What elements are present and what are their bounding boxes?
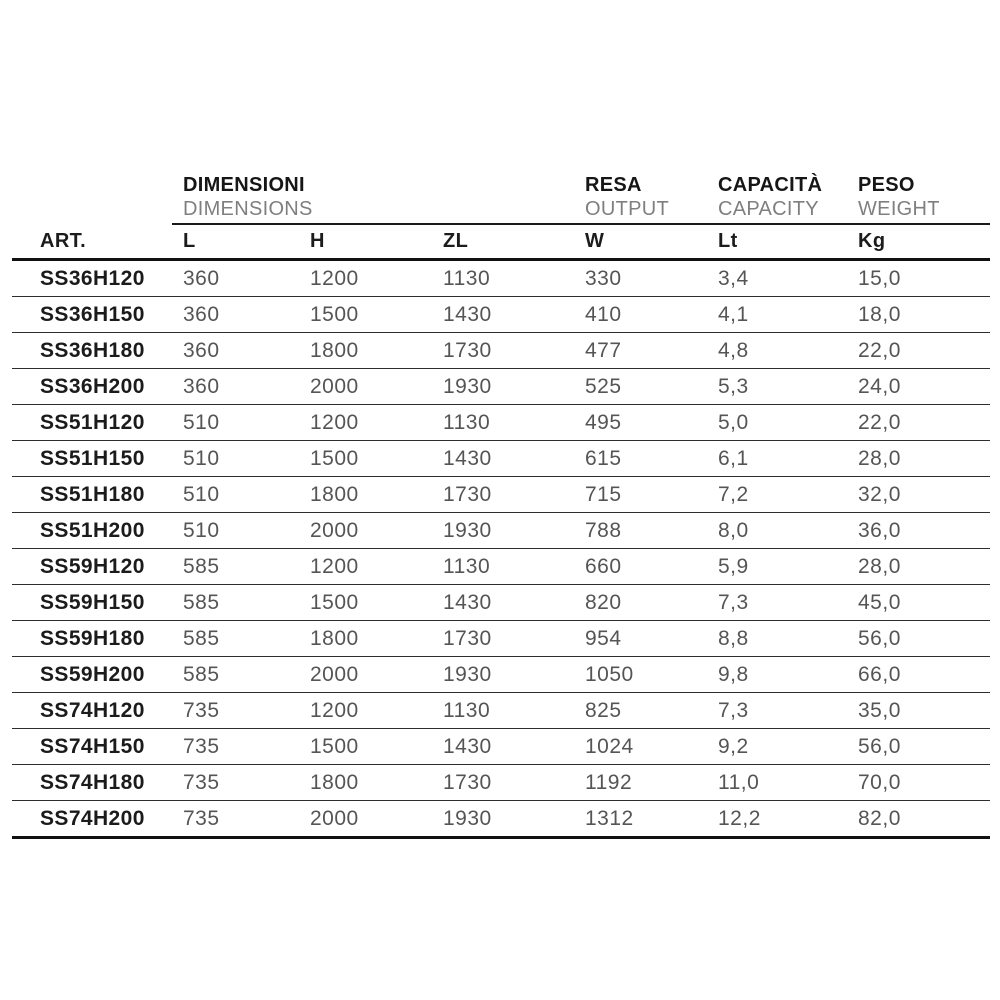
column-header-kg: Kg <box>858 230 886 252</box>
cell-zl: 1730 <box>443 626 492 650</box>
table-row <box>12 297 990 333</box>
cell-l: 360 <box>183 266 220 290</box>
cell-h: 1800 <box>310 338 359 362</box>
cell-h: 1200 <box>310 410 359 434</box>
cell-lt: 9,2 <box>718 734 749 758</box>
table-row <box>12 261 990 297</box>
cell-art: SS59H120 <box>40 554 145 578</box>
cell-zl: 1930 <box>443 518 492 542</box>
group-header-weight <box>858 173 990 221</box>
cell-w: 660 <box>585 554 622 578</box>
cell-zl: 1930 <box>443 374 492 398</box>
cell-h: 1500 <box>310 734 359 758</box>
cell-art: SS74H120 <box>40 698 145 722</box>
cell-lt: 7,3 <box>718 590 749 614</box>
cell-w: 525 <box>585 374 622 398</box>
cell-lt: 4,1 <box>718 302 749 326</box>
cell-art: SS59H150 <box>40 590 145 614</box>
cell-lt: 12,2 <box>718 806 761 830</box>
cell-art: SS74H200 <box>40 806 145 830</box>
cell-h: 1800 <box>310 770 359 794</box>
cell-lt: 8,0 <box>718 518 749 542</box>
cell-l: 585 <box>183 662 220 686</box>
cell-l: 510 <box>183 482 220 506</box>
cell-l: 510 <box>183 446 220 470</box>
cell-lt: 5,9 <box>718 554 749 578</box>
table-row <box>12 657 990 693</box>
cell-lt: 4,8 <box>718 338 749 362</box>
cell-lt: 5,0 <box>718 410 749 434</box>
cell-lt: 9,8 <box>718 662 749 686</box>
table-row <box>12 621 990 657</box>
cell-zl: 1130 <box>443 554 491 578</box>
cell-art: SS74H180 <box>40 770 145 794</box>
cell-kg: 28,0 <box>858 446 901 470</box>
cell-art: SS36H180 <box>40 338 145 362</box>
column-header-zl: ZL <box>443 230 469 252</box>
cell-kg: 35,0 <box>858 698 901 722</box>
cell-zl: 1930 <box>443 806 492 830</box>
cell-l: 510 <box>183 410 220 434</box>
table-row <box>12 729 990 765</box>
table-row <box>12 585 990 621</box>
cell-kg: 22,0 <box>858 410 901 434</box>
cell-h: 1500 <box>310 302 359 326</box>
table-row <box>12 333 990 369</box>
cell-l: 735 <box>183 698 220 722</box>
table-row <box>12 369 990 405</box>
cell-art: SS36H200 <box>40 374 145 398</box>
cell-h: 1800 <box>310 626 359 650</box>
cell-h: 2000 <box>310 806 359 830</box>
table-row <box>12 441 990 477</box>
group-header-secondary: OUTPUT <box>585 198 670 220</box>
cell-h: 2000 <box>310 662 359 686</box>
table-row <box>12 549 990 585</box>
cell-l: 735 <box>183 770 220 794</box>
group-header-secondary: CAPACITY <box>718 198 819 220</box>
cell-kg: 82,0 <box>858 806 901 830</box>
cell-art: SS51H180 <box>40 482 145 506</box>
cell-zl: 1430 <box>443 590 492 614</box>
table-row <box>12 801 990 839</box>
cell-w: 788 <box>585 518 622 542</box>
cell-h: 1500 <box>310 590 359 614</box>
cell-w: 615 <box>585 446 622 470</box>
cell-h: 2000 <box>310 374 359 398</box>
cell-zl: 1730 <box>443 482 492 506</box>
group-header-underline <box>172 223 990 225</box>
cell-w: 410 <box>585 302 622 326</box>
cell-w: 477 <box>585 338 622 362</box>
cell-lt: 6,1 <box>718 446 749 470</box>
cell-art: SS51H120 <box>40 410 145 434</box>
cell-w: 954 <box>585 626 622 650</box>
group-header-secondary: WEIGHT <box>858 198 940 220</box>
cell-w: 715 <box>585 482 622 506</box>
table-row <box>12 693 990 729</box>
group-header-dimensions <box>183 173 585 221</box>
cell-kg: 56,0 <box>858 626 901 650</box>
cell-w: 825 <box>585 698 622 722</box>
group-header-primary: RESA <box>585 174 642 196</box>
cell-kg: 56,0 <box>858 734 901 758</box>
cell-kg: 24,0 <box>858 374 901 398</box>
cell-w: 820 <box>585 590 622 614</box>
cell-zl: 1430 <box>443 302 492 326</box>
cell-w: 1192 <box>585 770 633 794</box>
cell-l: 360 <box>183 338 220 362</box>
cell-art: SS36H120 <box>40 266 145 290</box>
table-body <box>12 261 990 839</box>
cell-lt: 11,0 <box>718 770 760 794</box>
cell-kg: 15,0 <box>858 266 901 290</box>
cell-l: 735 <box>183 734 220 758</box>
cell-kg: 22,0 <box>858 338 901 362</box>
group-header-output <box>585 173 718 221</box>
cell-lt: 7,3 <box>718 698 749 722</box>
cell-w: 1050 <box>585 662 634 686</box>
cell-zl: 1730 <box>443 338 492 362</box>
cell-zl: 1930 <box>443 662 492 686</box>
cell-art: SS74H150 <box>40 734 145 758</box>
cell-kg: 45,0 <box>858 590 901 614</box>
cell-kg: 18,0 <box>858 302 901 326</box>
cell-w: 1024 <box>585 734 634 758</box>
cell-lt: 8,8 <box>718 626 749 650</box>
group-header-primary: PESO <box>858 174 915 196</box>
cell-l: 585 <box>183 626 220 650</box>
cell-h: 1200 <box>310 266 359 290</box>
column-header-w: W <box>585 230 605 252</box>
cell-art: SS51H150 <box>40 446 145 470</box>
cell-l: 585 <box>183 590 220 614</box>
cell-zl: 1730 <box>443 770 492 794</box>
cell-l: 510 <box>183 518 220 542</box>
cell-kg: 32,0 <box>858 482 901 506</box>
table-row <box>12 477 990 513</box>
cell-w: 495 <box>585 410 622 434</box>
cell-h: 1800 <box>310 482 359 506</box>
cell-l: 585 <box>183 554 220 578</box>
column-header-h: H <box>310 230 325 252</box>
cell-h: 1200 <box>310 554 359 578</box>
cell-kg: 66,0 <box>858 662 901 686</box>
cell-kg: 28,0 <box>858 554 901 578</box>
table-row <box>12 405 990 441</box>
cell-art: SS59H180 <box>40 626 145 650</box>
cell-lt: 5,3 <box>718 374 749 398</box>
cell-zl: 1430 <box>443 734 492 758</box>
cell-zl: 1430 <box>443 446 492 470</box>
group-header-secondary: DIMENSIONS <box>183 198 313 220</box>
group-header-primary: DIMENSIONI <box>183 174 305 196</box>
cell-zl: 1130 <box>443 410 491 434</box>
cell-art: SS36H150 <box>40 302 145 326</box>
cell-kg: 36,0 <box>858 518 901 542</box>
cell-l: 360 <box>183 302 220 326</box>
cell-art: SS51H200 <box>40 518 145 542</box>
table-group-header-row <box>12 173 990 225</box>
cell-lt: 7,2 <box>718 482 749 506</box>
cell-l: 360 <box>183 374 220 398</box>
column-header-l: L <box>183 230 196 252</box>
table-row <box>12 513 990 549</box>
column-header-lt: Lt <box>718 230 738 252</box>
cell-h: 2000 <box>310 518 359 542</box>
cell-zl: 1130 <box>443 266 491 290</box>
cell-zl: 1130 <box>443 698 491 722</box>
cell-w: 1312 <box>585 806 634 830</box>
group-header-primary: CAPACITÀ <box>718 174 823 196</box>
cell-art: SS59H200 <box>40 662 145 686</box>
cell-h: 1200 <box>310 698 359 722</box>
cell-kg: 70,0 <box>858 770 901 794</box>
table-row <box>12 765 990 801</box>
spec-table <box>12 173 990 839</box>
group-header-capacity <box>718 173 858 221</box>
cell-h: 1500 <box>310 446 359 470</box>
cell-lt: 3,4 <box>718 266 749 290</box>
cell-l: 735 <box>183 806 220 830</box>
column-header-art: ART. <box>40 230 87 252</box>
table-subheader-row <box>12 225 990 261</box>
cell-w: 330 <box>585 266 622 290</box>
